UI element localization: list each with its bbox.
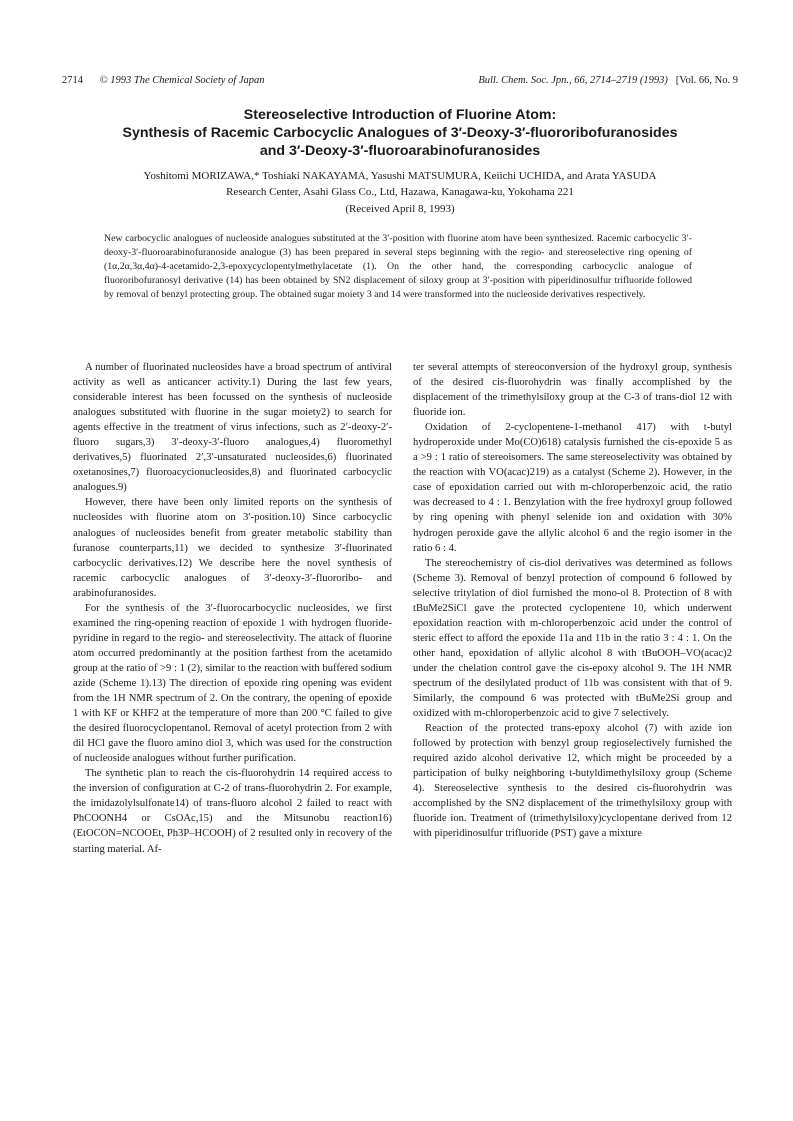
title-line-3: and 3′-Deoxy-3′-fluoroarabinofuranosides	[259, 143, 541, 159]
paragraph: The synthetic plan to reach the cis-fluorohydrin 14 required access to the inversion of configuration at C-2 of trans-fluorohydrin 2. For example, the imidazolylsulfonate14) of trans-fluoro alcohol 2 failed to react with PhCOONH4 or CsOAc,15) and the Mitsunobu reaction16) (EtOCON=NCOOEt, Ph3P–HCOOH) of 2 resulted only in recovery of the starting material. Af-	[73, 768, 392, 855]
header-left	[62, 73, 265, 89]
paragraph: For the synthesis of the 3′-fluorocarbocyclic nucleosides, we first examined the ring-opening reaction of epoxide 1 with hydrogen fluoride-pyridine in regard to the regio- and stereoselectivity. The attack of fluorine atom occurred predominantly at the position farthest from the acetamido group at the ratio of >9 : 1 (2), similar to the reaction with buffered sodium azide (Scheme 1).13) The direction of epoxide ring opening was evident from the 1H NMR spectrum of 2. On the contrary, the opening of epoxide 1 with KF or KHF2 at the temperature of more than 200 °C failed to give the desired fluorocyclopentanol. Removal of acetyl protection from 2 with dil HCl gave the fluoro amino diol 3, which was used for the construction of nucleoside analogues without further purification.	[73, 602, 392, 765]
author-list: Yoshitomi MORIZAWA,* Toshiaki NAKAYAMA, Yasushi MATSUMURA, Keiichi UCHIDA, and Arata YASUDA	[143, 170, 657, 182]
header-right	[478, 73, 738, 89]
volume-info: [Vol. 66, No. 9	[675, 75, 738, 86]
received-date: (Received April 8, 1993)	[345, 203, 455, 215]
paragraph: Reaction of the protected trans-epoxy alcohol (7) with azide ion followed by protection with benzyl group regioselectively furnished the required azido alcohol derivative 12, which might be proceeded by a participation of bulky neighboring t-butyldimethylsiloxy group (Scheme 4). Stereoselective synthesis to the desired cis-fluorohydrin was accomplished by the SN2 displacement of the trimethylsiloxy group with fluoride ion. Treatment of (trimethylsiloxy)cyclopentane derived from 12 with piperidinosulfur trifluoride (PST) gave a mixture	[413, 723, 732, 840]
journal-citation: Bull. Chem. Soc. Jpn., 66, 2714–2719 (1993)	[478, 75, 668, 86]
paragraph: Oxidation of 2-cyclopentene-1-methanol 417) with t-butyl hydroperoxide under Mo(CO)618) catalysis furnished the cis-epoxide 5 as a >9 : 1 ratio of stereoisomers. The same stereoselectivity was obtained by the reaction with VO(acac)219) as a catalyst (Scheme 2). However, in the case of epoxidation carried out with m-chloroperbenzoic acid, the ratio was decreased to 4 : 1. Benzylation with the free hydroxyl group followed by ring opening with phenyl selenide ion and oxidation with 30% hydrogen peroxide gave the allylic alcohol 6 and the regio isomer in the ratio 6 : 4.	[413, 422, 732, 554]
title-line-1: Stereoselective Introduction of Fluorine Atom:	[243, 107, 557, 123]
running-header	[62, 73, 738, 89]
paragraph: ter several attempts of stereoconversion of the hydroxyl group, synthesis of the desired cis-fluorohydrin was finally accomplished by the displacement of the trimethylsiloxy group at the C-3 of trans-diol 12 with fluoride ion.	[413, 362, 732, 419]
right-column	[413, 360, 732, 842]
affiliation: Research Center, Asahi Glass Co., Ltd, Hazawa, Kanagawa-ku, Yokohama 221	[226, 186, 574, 198]
left-column	[73, 360, 392, 857]
paragraph: A number of fluorinated nucleosides have a broad spectrum of antiviral activity as well as anticancer activity.1) During the last few years, considerable interest has been focussed on the synthesis of nucleoside analogues substituted with fluorine in the sugar moiety2) to search for agents effective in the treatment of virus infections, such as 2′-deoxy-2′-fluoro sugars,3) 3′-deoxy-3′-fluoro analogues,4) fluoromethyl derivatives,5) fluorinated 2′,3′-unsaturated nucleosides,6) fluorinated oxetanosines,7) fluoroacycionucleosides,8) and fluorinated carbocyclic analogues.9)	[73, 362, 392, 494]
paragraph: However, there have been only limited reports on the synthesis of nucleosides with fluorine atom on 3′-position.10) Since carbocyclic analogues of nucleosides benefit from greater metabolic stability than furanose counterparts,11) we decided to synthesize 3′-fluorinated carbocyclic derivatives.12) We describe here the novel synthesis of racemic carbocyclic analogues of 3′-deoxy-3′-fluororibo- and arabinofuranosides.	[73, 497, 392, 599]
title-line-2: Synthesis of Racemic Carbocyclic Analogues of 3′-Deoxy-3′-fluororibofuranosides	[122, 125, 678, 141]
page-number: 2714	[62, 75, 83, 86]
abstract-text: New carbocyclic analogues of nucleoside analogues substituted at the 3′-position with fluorine atom have been synthesized. Racemic carbocyclic 3′-deoxy-3′-fluoroarabinofuranoside analogue (3) has been prepared in several steps beginning with the regio- and stereoselective ring opening of (1α,2α,3α,4α)-4-acetamido-2,3-epoxycyclopentylmethylacetate (1). On the other hand, the corresponding carbocyclic analogue of fluororibofuranosyl derivative (14) has been obtained by SN2 displacement of siloxy group at 3′-position with piperidinosulfur trifluoride followed by removal of benzyl protecting group. The obtained sugar moiety 3 and 14 were transformed into the nucleoside derivatives respectively.	[104, 233, 692, 301]
abstract	[104, 232, 692, 302]
paragraph: The stereochemistry of cis-diol derivatives was determined as follows (Scheme 3). Removal of benzyl protection of compound 6 followed by selective tritylation of diol furnished the mono-ol 8. Protection of 8 with tBuMe2SiCl gave the protected cyclopentene 10, which underwent epoxidation reaction with m-chloroperbenzoic acid under the control of steric effect to afford the epoxide 11a and 11b in the ratio 3 : 4 : 1. On the other hand, epoxidation of allylic alcohol 8 with tBuOOH–VO(acac)2 under the chelation control gave the cis-epoxy alcohol 9. The 1H NMR spectrum of the desilylated product of 11b was consistent with that of 9. Similarly, the compound 6 was protected with tBuMe2Si group and oxidized with m-chloroperbenzoic acid to give 7 selectively.	[413, 557, 732, 720]
copyright-notice: © 1993 The Chemical Society of Japan	[99, 75, 265, 86]
article-title	[62, 106, 738, 160]
